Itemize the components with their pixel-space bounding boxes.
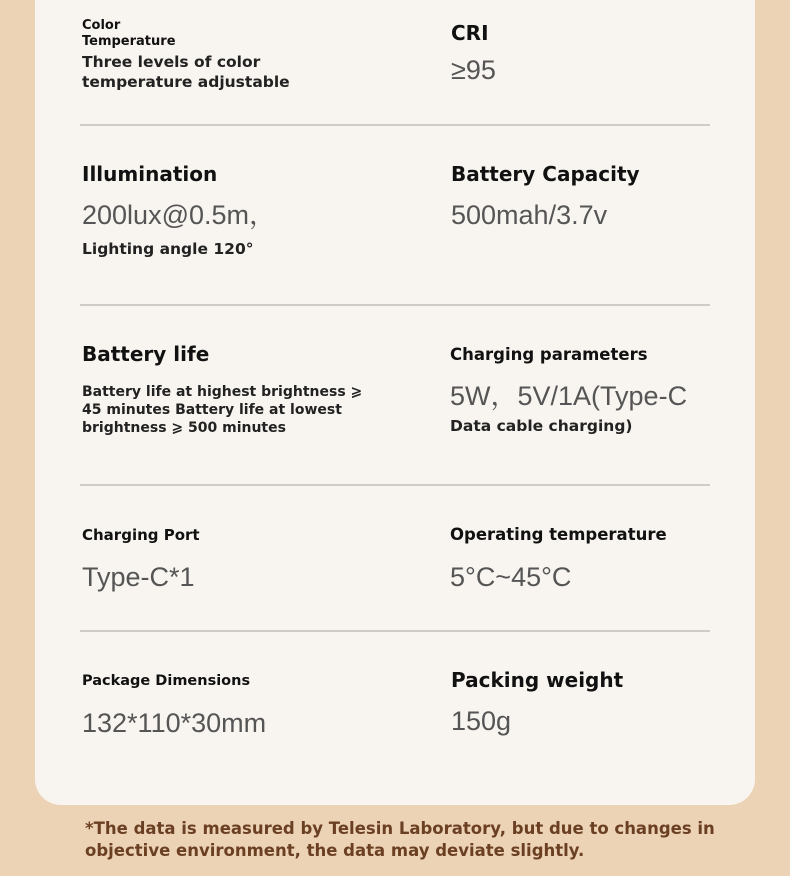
spec-cri (451, 20, 731, 88)
spec-value: 5W，5V/1A(Type-C (450, 381, 688, 411)
spec-detail: Data cable charging) (450, 417, 633, 435)
spec-label: Charging parameters (450, 345, 648, 364)
spec-color-temperature (82, 18, 382, 92)
spec-value: 132*110*30mm (82, 708, 267, 738)
spec-battery-life (82, 341, 412, 437)
spec-value: 500mah/3.7v (451, 200, 608, 230)
spec-charging-port (82, 525, 382, 595)
divider (80, 304, 710, 306)
spec-label: Charging Port (82, 526, 200, 544)
spec-value: 150g (451, 706, 512, 736)
spec-value: ≥95 (451, 55, 496, 85)
spec-label: Operating temperature (450, 525, 667, 544)
spec-detail: Battery life at highest brightness ⩾ 45 minutes Battery life at lowest brightness ⩾ 500 minutes (82, 384, 363, 436)
spec-label: Packing weight (451, 668, 624, 692)
spec-label: Illumination (82, 162, 218, 186)
spec-package-dimensions (82, 671, 382, 741)
footnote: *The data is measured by Telesin Laboratory, but due to changes in objective environment, the data may deviate slightly. (85, 819, 715, 860)
spec-detail: Three levels of color temperature adjustable (82, 53, 290, 91)
spec-label: Battery Capacity (451, 162, 640, 186)
spec-value: 5°C~45°C (450, 562, 572, 592)
spec-detail: Lighting angle 120° (82, 240, 254, 258)
spec-label: CRI (451, 21, 489, 45)
spec-label: Color Temperature (82, 18, 176, 49)
divider (80, 630, 710, 632)
spec-label: Battery life (82, 342, 210, 366)
spec-value: Type-C*1 (82, 562, 195, 592)
spec-illumination (82, 161, 412, 259)
divider (80, 124, 710, 126)
spec-packing-weight (451, 667, 731, 739)
spec-charging-parameters (450, 344, 750, 436)
spec-label: Package Dimensions (82, 673, 251, 689)
divider (80, 484, 710, 486)
spec-battery-capacity (451, 161, 731, 233)
spec-value: 200lux@0.5m， (82, 200, 276, 230)
spec-operating-temperature (450, 524, 750, 595)
